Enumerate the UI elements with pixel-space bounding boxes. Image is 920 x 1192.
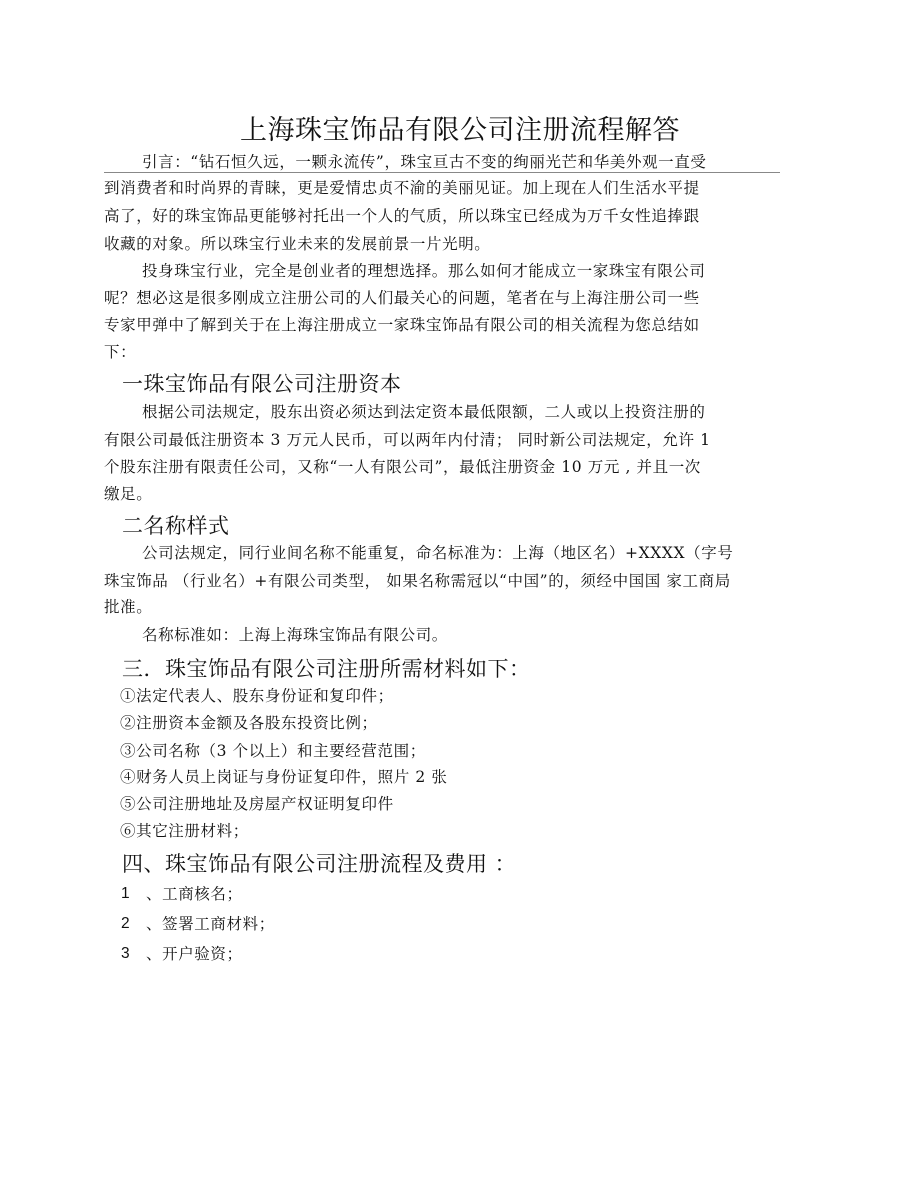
para2-line-2: 呢？想必这是很多刚成立注册公司的人们最关心的问题，笔者在与上海注册公司一些 [104, 289, 700, 307]
section2-heading: 二名称样式 [122, 514, 230, 538]
intro-line-1: 引言：“钻石恒久远，一颗永流传”，珠宝亘古不变的绚丽光芒和华美外观一直受 [142, 153, 707, 171]
section1-line-2: 有限公司最低注册资本 3 万元人民币，可以两年内付清； 同时新公司法规定，允许 1 [104, 431, 711, 449]
section1-line-4: 缴足。 [104, 485, 153, 503]
material-item: ⑥其它注册材料； [120, 822, 249, 840]
section1-heading: 一珠宝饰品有限公司注册资本 [122, 372, 402, 396]
section2-line-4: 名称标准如：上海上海珠宝饰品有限公司。 [142, 626, 448, 644]
section1-line-3: 个股东注册有限责任公司，又称“一人有限公司”，最低注册资金 10 万元 , 并且一次 [104, 458, 701, 476]
step-text: 、工商核名； [146, 885, 243, 903]
section2-line-1: 公司法规定，同行业间名称不能重复，命名标准为：上海（地区名）+XXXX（字号 [142, 544, 734, 562]
section2-line-2: 珠宝饰品 （行业名）+有限公司类型， 如果名称需冠以“中国”的，须经中国国 家工商局 [104, 572, 731, 590]
para2-line-4: 下： [104, 343, 137, 361]
step-number: 3 [121, 945, 131, 962]
step-number: 2 [121, 915, 131, 932]
material-item: ④财务人员上岗证与身份证复印件，照片 2 张 [120, 768, 448, 786]
section3-heading: 三．珠宝饰品有限公司注册所需材料如下： [122, 657, 531, 681]
section2-line-3: 批准。 [104, 598, 153, 616]
material-item: ②注册资本金额及各股东投资比例； [120, 714, 378, 732]
header-rule [104, 172, 780, 173]
material-item: ③公司名称（3 个以上）和主要经营范围； [120, 742, 426, 760]
step-text: 、开户验资； [146, 945, 243, 963]
para2-line-1: 投身珠宝行业，完全是创业者的理想选择。那么如何才能成立一家珠宝有限公司 [142, 262, 706, 280]
section4-heading: 四、珠宝饰品有限公司注册流程及费用 ： [122, 852, 517, 876]
para2-line-3: 专家甲弹中了解到关于在上海注册成立一家珠宝饰品有限公司的相关流程为您总结如 [104, 316, 700, 334]
page-title: 上海珠宝饰品有限公司注册流程解答 [240, 115, 680, 146]
intro-line-4: 收藏的对象。所以珠宝行业未来的发展前景一片光明。 [104, 235, 491, 253]
intro-line-3: 高了，好的珠宝饰品更能够衬托出一个人的气质，所以珠宝已经成为万千女性追捧跟 [104, 207, 700, 225]
step-number: 1 [121, 885, 131, 902]
material-item: ⑤公司注册地址及房屋产权证明复印件 [120, 795, 394, 813]
section1-line-1: 根据公司法规定，股东出资必须达到法定资本最低限额，二人或以上投资注册的 [142, 403, 706, 421]
material-item: ①法定代表人、股东身份证和复印件； [120, 687, 394, 705]
intro-line-2: 到消费者和时尚界的青睐，更是爱情忠贞不渝的美丽见证。加上现在人们生活水平提 [104, 179, 700, 197]
step-text: 、签署工商材料； [146, 915, 275, 933]
